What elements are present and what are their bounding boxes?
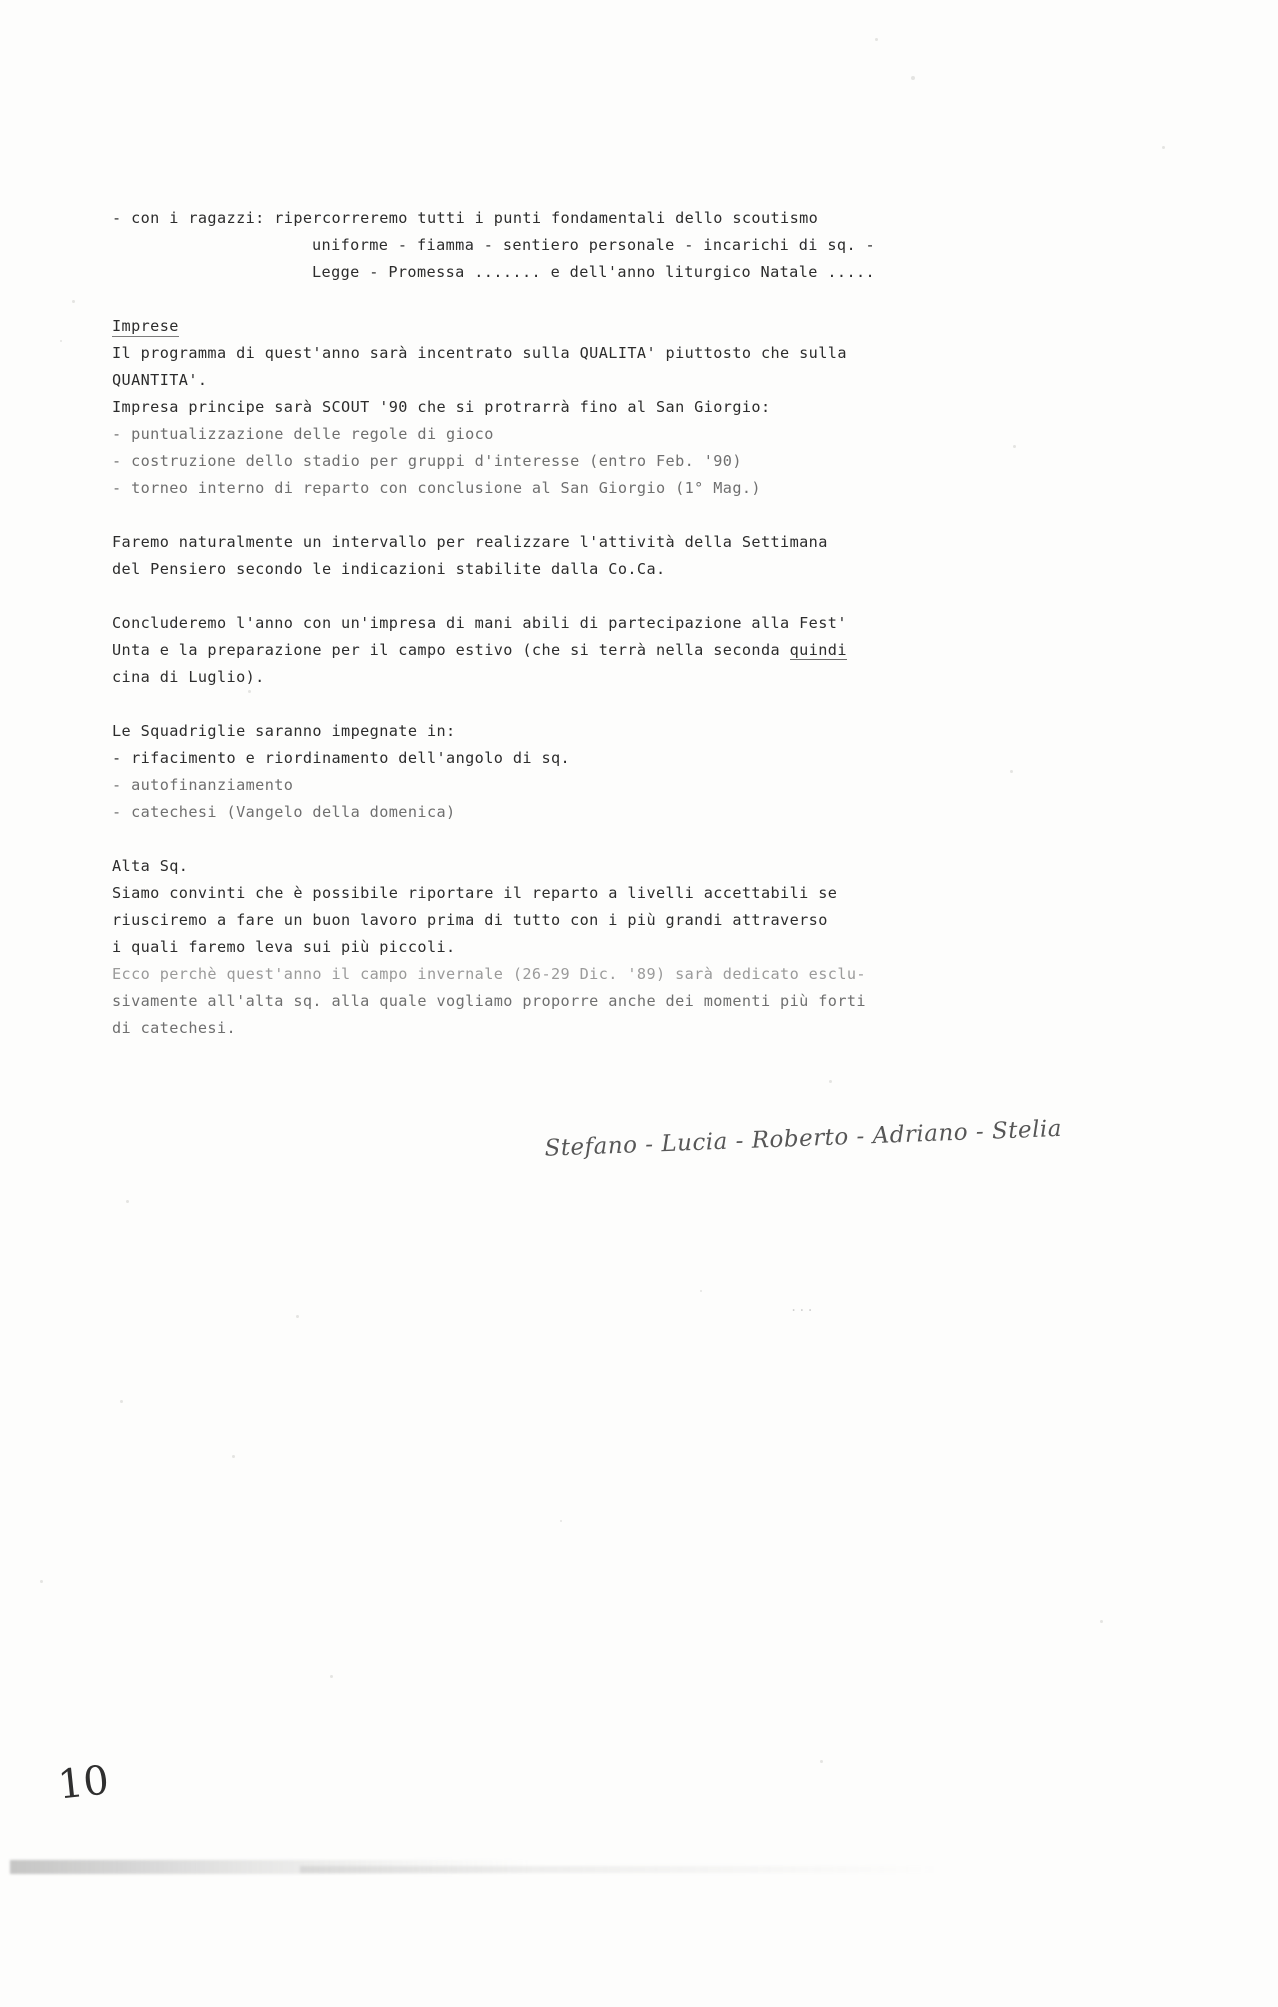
paragraph [112, 718, 1112, 826]
scan-speck [60, 340, 62, 342]
scan-speck [1162, 146, 1165, 149]
text-line: sivamente all'alta sq. alla quale vogliamo proporre anche dei momenti più forti [112, 992, 866, 1010]
text-line: QUANTITA'. [112, 371, 208, 389]
text-line: di catechesi. [112, 1019, 237, 1037]
text-line: i quali faremo leva sui più piccoli. [112, 938, 456, 956]
scan-speck [911, 76, 915, 80]
text-line: uniforme - fiamma - sentiero personale - incarichi di sq. - [312, 236, 876, 254]
text-line: - autofinanziamento [112, 776, 294, 794]
page-number: 10 [55, 1757, 112, 1809]
text-line: Ecco perchè quest'anno il campo invernale (26-29 Dic. '89) sarà dedicato esclu- [112, 965, 866, 983]
paragraph-gap [112, 286, 1112, 313]
scan-speck [40, 1580, 43, 1583]
paragraph [112, 313, 1112, 340]
text-line: Impresa principe sarà SCOUT '90 che si protrarrà fino al San Giorgio: [112, 398, 771, 416]
text-line: Le Squadriglie saranno impegnate in: [112, 722, 456, 740]
text-line: Legge - Promessa ....... e dell'anno liturgico Natale ..... [312, 263, 876, 281]
scan-speck [330, 1675, 333, 1678]
paragraph [112, 610, 1112, 691]
text-line: - torneo interno di reparto con conclusione al San Giorgio (1° Mag.) [112, 479, 761, 497]
text-line: riusciremo a fare un buon lavoro prima di tutto con i più grandi attraverso [112, 911, 828, 929]
scan-speck [296, 1315, 299, 1318]
scan-smudge-secondary [300, 1866, 940, 1873]
scan-speck [120, 1400, 123, 1403]
text-line: Faremo naturalmente un intervallo per realizzare l'attività della Settimana [112, 533, 828, 551]
scan-speck [232, 1455, 235, 1458]
text-line: - con i ragazzi: ripercorreremo tutti i punti fondamentali dello scoutismo [112, 209, 819, 227]
text-line: - costruzione dello stadio per gruppi d'interesse (entro Feb. '90) [112, 452, 742, 470]
handwritten-signature: Stefano - Lucia - Roberto - Adriano - Stelia [544, 1115, 1063, 1162]
scan-speck [560, 1520, 562, 1522]
paragraph-gap [112, 826, 1112, 853]
underlined-fragment: quindi [789, 641, 847, 659]
paragraph-gap [112, 583, 1112, 610]
text-line: - catechesi (Vangelo della domenica) [112, 803, 456, 821]
text-line: - puntualizzazione delle regole di gioco [112, 425, 494, 443]
text-line: Siamo convinti che è possibile riportare il reparto a livelli accettabili se [112, 884, 838, 902]
paragraph-gap [112, 691, 1112, 718]
text-line: Alta Sq. [112, 857, 189, 875]
paragraph [112, 340, 1112, 502]
scan-speck [820, 1760, 823, 1763]
text-line: del Pensiero secondo le indicazioni stabilite dalla Co.Ca. [112, 560, 666, 578]
scan-speck [72, 300, 75, 303]
text-line: Concluderemo l'anno con un'impresa di mani abili di partecipazione alla Fest' [112, 614, 847, 632]
paragraph [112, 529, 1112, 583]
paragraph [112, 205, 1112, 286]
text-line: Il programma di quest'anno sarà incentrato sulla QUALITA' piuttosto che sulla [112, 344, 847, 362]
text-line: - rifacimento e riordinamento dell'angolo di sq. [112, 749, 571, 767]
text-line: Unta e la preparazione per il campo estivo (che si terrà nella seconda quindi [112, 641, 847, 659]
paragraph [112, 853, 1112, 1042]
text-line [112, 313, 1112, 340]
scan-speck [875, 38, 878, 41]
section-heading: Imprese [112, 313, 179, 340]
scan-artifact-text: ... [790, 1300, 815, 1314]
document-text [112, 205, 1112, 1042]
scan-speck [126, 1200, 129, 1203]
scan-speck [700, 1290, 702, 1292]
text-line: cina di Luglio). [112, 668, 265, 686]
scan-speck [829, 1080, 832, 1083]
paragraph-gap [112, 502, 1112, 529]
scan-speck [1100, 1620, 1103, 1623]
